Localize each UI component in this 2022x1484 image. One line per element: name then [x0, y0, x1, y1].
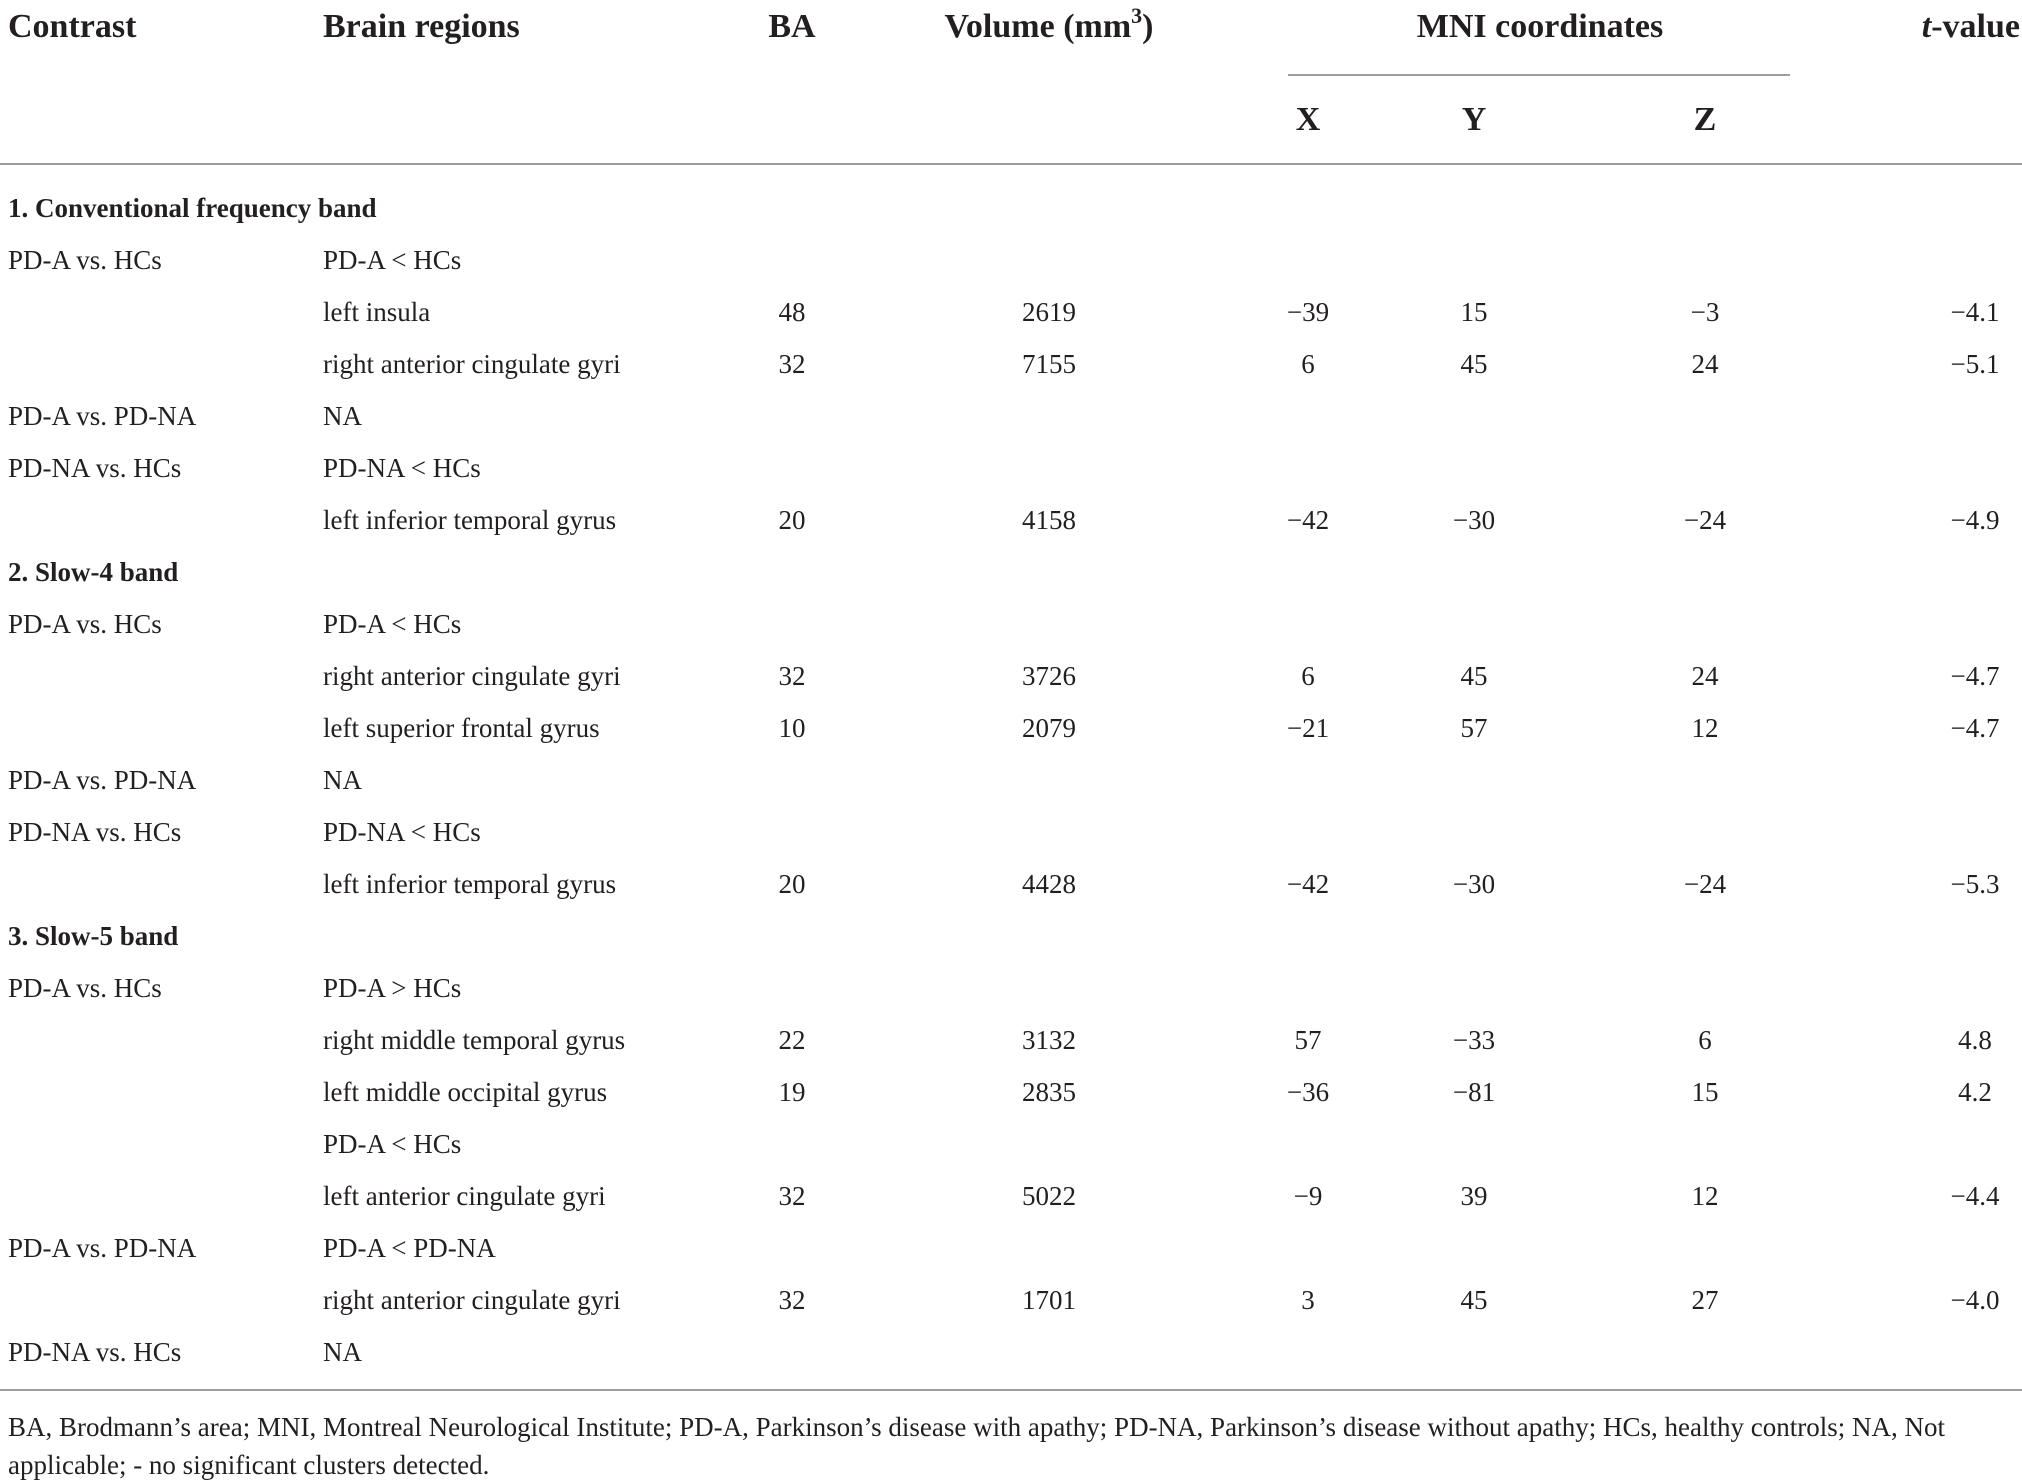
table-row	[0, 396, 2022, 436]
cell-y: −81	[1452, 1077, 1496, 1107]
table-row	[0, 292, 2022, 332]
header-t-value	[1922, 10, 2020, 44]
section-row	[0, 552, 2022, 592]
cell-x: −39	[1286, 297, 1330, 327]
cell-t-value: 4.2	[1958, 1077, 1992, 1107]
table-row	[0, 1228, 2022, 1268]
cell-y: 57	[1460, 713, 1488, 743]
section-row	[0, 188, 2022, 228]
cell-y: −33	[1452, 1025, 1496, 1055]
header-volume-sup: 3	[1131, 3, 1143, 28]
cell-t-value: −5.3	[1950, 869, 2000, 899]
cell-region: left superior frontal gyrus	[323, 713, 600, 743]
cell-z: 12	[1691, 713, 1719, 743]
table-row	[0, 968, 2022, 1008]
cell-x: −42	[1286, 869, 1330, 899]
table-row	[0, 1124, 2022, 1164]
cell-contrast: PD-A vs. HCs	[8, 245, 162, 275]
header-bottom-rule	[0, 163, 2022, 165]
section-title: 3. Slow-5 band	[8, 921, 179, 951]
table-row	[0, 1280, 2022, 1320]
cell-volume: 2835	[1022, 1077, 1076, 1107]
header-t-suffix: -value	[1931, 8, 2020, 45]
cell-ba: 22	[778, 1025, 806, 1055]
cell-contrast: PD-A vs. PD-NA	[8, 401, 197, 431]
cell-contrast: PD-A vs. HCs	[8, 973, 162, 1003]
cell-contrast: PD-A vs. PD-NA	[8, 1233, 197, 1263]
cell-region: left inferior temporal gyrus	[323, 505, 617, 535]
cell-y: −30	[1452, 869, 1496, 899]
cell-t-value: −4.1	[1950, 297, 2000, 327]
cell-volume: 2079	[1022, 713, 1076, 743]
cell-z: 24	[1691, 661, 1719, 691]
section-title: 1. Conventional frequency band	[8, 193, 377, 223]
table-footnote: BA, Brodmann’s area; MNI, Montreal Neurological Institute; PD-A, Parkinson’s disease with apathy; PD-NA, Parkinson’s disease without apathy; HCs, healthy controls; NA, Not applicable; - no significant clusters detected.	[8, 1412, 1945, 1480]
table-row	[0, 604, 2022, 644]
cell-z: 6	[1698, 1025, 1712, 1055]
cell-t-value: −4.7	[1950, 713, 2000, 743]
cell-x: 3	[1301, 1285, 1315, 1315]
header-volume-suffix: )	[1142, 8, 1154, 45]
cell-t-value: −4.4	[1950, 1181, 2000, 1211]
table-row	[0, 1332, 2022, 1372]
cell-region: right middle temporal gyrus	[323, 1025, 626, 1055]
cell-volume: 3726	[1022, 661, 1076, 691]
header-volume-prefix: Volume (mm	[944, 8, 1132, 45]
header-brain-regions: Brain regions	[323, 8, 520, 45]
cell-t-value: −5.1	[1950, 349, 2000, 379]
cell-y: 39	[1460, 1181, 1488, 1211]
cell-ba: 10	[778, 713, 806, 743]
cell-x: −21	[1286, 713, 1330, 743]
cell-t-value: −4.9	[1950, 505, 2000, 535]
cell-region: NA	[323, 765, 362, 795]
header-ba: BA	[768, 8, 816, 45]
cell-contrast: PD-A vs. PD-NA	[8, 765, 197, 795]
cell-t-value: −4.0	[1950, 1285, 2000, 1315]
cell-region: right anterior cingulate gyri	[323, 661, 621, 691]
cell-x: 6	[1301, 349, 1315, 379]
cell-volume: 2619	[1022, 297, 1076, 327]
cell-z: 15	[1691, 1077, 1719, 1107]
cell-contrast: PD-NA vs. HCs	[8, 453, 182, 483]
header-y: Y	[1461, 101, 1487, 138]
cell-region: right anterior cingulate gyri	[323, 1285, 621, 1315]
cell-x: −9	[1293, 1181, 1323, 1211]
cell-region: NA	[323, 1337, 362, 1367]
mni-header-rule	[1288, 74, 1790, 76]
cell-x: 57	[1294, 1025, 1322, 1055]
cell-x: −36	[1286, 1077, 1330, 1107]
cell-region: left anterior cingulate gyri	[323, 1181, 606, 1211]
cell-y: 45	[1460, 1285, 1488, 1315]
table-row	[0, 812, 2022, 852]
section-row	[0, 916, 2022, 956]
table-row	[0, 656, 2022, 696]
table-row	[0, 1020, 2022, 1060]
table-bottom-rule	[0, 1389, 2022, 1391]
cell-x: 6	[1301, 661, 1315, 691]
cell-contrast: PD-NA vs. HCs	[8, 1337, 182, 1367]
header-x: X	[1295, 101, 1321, 138]
cell-contrast: PD-NA vs. HCs	[8, 817, 182, 847]
table-row	[0, 1072, 2022, 1112]
cell-region: PD-A < HCs	[323, 245, 462, 275]
cell-z: −24	[1683, 505, 1727, 535]
cell-y: 15	[1460, 297, 1488, 327]
cell-volume: 3132	[1022, 1025, 1076, 1055]
cell-volume: 1701	[1022, 1285, 1076, 1315]
cell-ba: 32	[778, 661, 806, 691]
cell-y: 45	[1460, 349, 1488, 379]
header-volume	[944, 3, 1154, 45]
cell-region: left inferior temporal gyrus	[323, 869, 617, 899]
cell-ba: 20	[778, 505, 806, 535]
cell-y: 45	[1460, 661, 1488, 691]
cell-volume: 5022	[1022, 1181, 1076, 1211]
cell-ba: 32	[778, 1181, 806, 1211]
header-t-italic: t	[1921, 8, 1932, 45]
cell-z: 12	[1691, 1181, 1719, 1211]
cell-ba: 32	[778, 349, 806, 379]
cell-ba: 32	[778, 1285, 806, 1315]
cell-region: right anterior cingulate gyri	[323, 349, 621, 379]
cell-region: NA	[323, 401, 362, 431]
cell-volume: 4158	[1022, 505, 1076, 535]
table-row	[0, 708, 2022, 748]
table-row	[0, 500, 2022, 540]
table-row	[0, 344, 2022, 384]
cell-y: −30	[1452, 505, 1496, 535]
cell-x: −42	[1286, 505, 1330, 535]
cell-z: 24	[1691, 349, 1719, 379]
table-row	[0, 1176, 2022, 1216]
table-row	[0, 448, 2022, 488]
cell-t-value: −4.7	[1950, 661, 2000, 691]
header-z: Z	[1693, 101, 1717, 138]
cell-contrast: PD-A vs. HCs	[8, 609, 162, 639]
cell-region: PD-NA < HCs	[323, 453, 481, 483]
cell-volume: 4428	[1022, 869, 1076, 899]
header-contrast: Contrast	[8, 8, 137, 45]
cell-ba: 20	[778, 869, 806, 899]
table-row	[0, 760, 2022, 800]
cell-ba: 48	[778, 297, 806, 327]
cell-z: −3	[1690, 297, 1720, 327]
section-title: 2. Slow-4 band	[8, 557, 179, 587]
cell-region: left middle occipital gyrus	[323, 1077, 608, 1107]
cell-volume: 7155	[1022, 349, 1076, 379]
cell-t-value: 4.8	[1958, 1025, 1992, 1055]
cell-region: PD-A < HCs	[323, 609, 462, 639]
cell-ba: 19	[778, 1077, 806, 1107]
cell-z: −24	[1683, 869, 1727, 899]
cell-region: PD-A < HCs	[323, 1129, 462, 1159]
header-mni-coordinates: MNI coordinates	[1416, 8, 1664, 45]
table-row	[0, 864, 2022, 904]
cell-z: 27	[1691, 1285, 1719, 1315]
cell-region: left insula	[323, 297, 431, 327]
cell-region: PD-A < PD-NA	[323, 1233, 496, 1263]
table-row	[0, 240, 2022, 280]
cell-region: PD-A > HCs	[323, 973, 462, 1003]
cell-region: PD-NA < HCs	[323, 817, 481, 847]
